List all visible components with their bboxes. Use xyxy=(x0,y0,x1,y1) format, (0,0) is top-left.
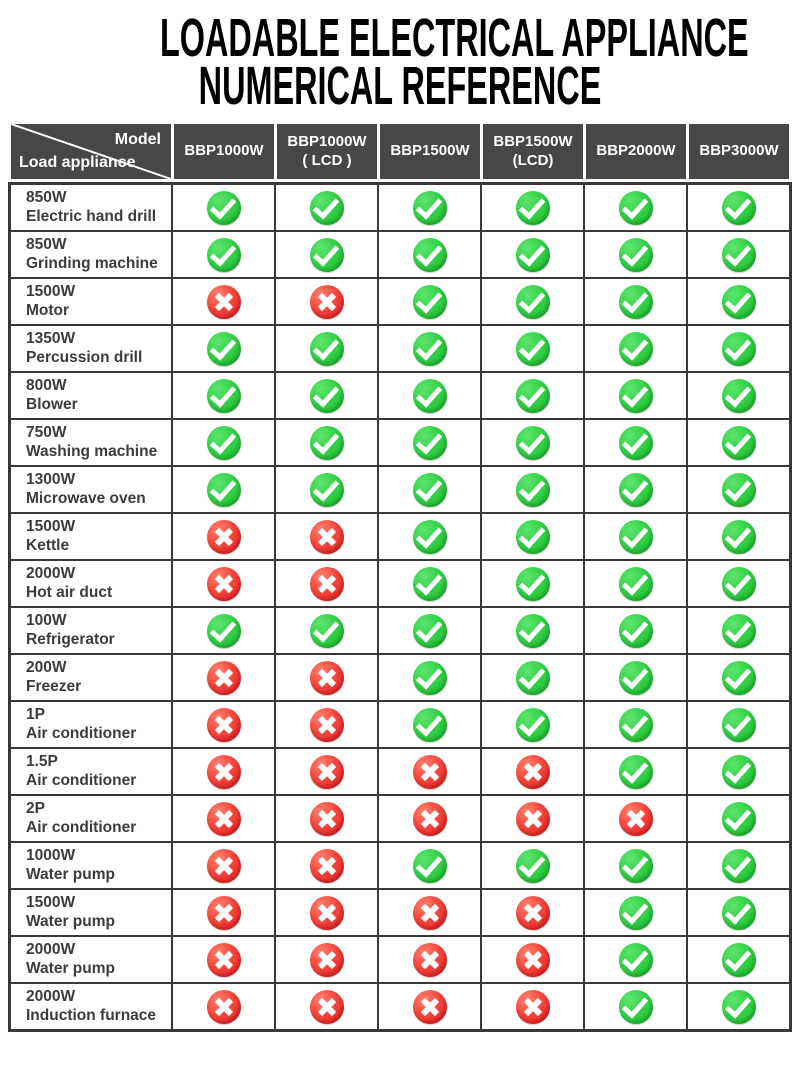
support-cell xyxy=(585,890,686,935)
check-icon xyxy=(207,238,241,272)
check-icon xyxy=(413,426,447,460)
title-line-1: LOADABLE ELECTRICAL APPLIANCE xyxy=(159,8,749,68)
cross-icon xyxy=(310,990,344,1024)
support-cell xyxy=(482,279,583,324)
check-icon xyxy=(207,473,241,507)
check-icon xyxy=(413,567,447,601)
cross-icon xyxy=(310,849,344,883)
row-label xyxy=(11,655,171,700)
appliance-power: 1500W xyxy=(26,518,76,536)
row-label xyxy=(11,937,171,982)
check-icon xyxy=(516,849,550,883)
support-cell xyxy=(173,655,274,700)
appliance-power: 850W xyxy=(26,189,67,207)
appliance-power: 1300W xyxy=(26,471,76,489)
appliance-name: Percussion drill xyxy=(26,349,143,366)
check-icon xyxy=(207,332,241,366)
support-cell xyxy=(688,279,789,324)
check-icon xyxy=(413,285,447,319)
check-icon xyxy=(310,614,344,648)
check-icon xyxy=(516,567,550,601)
cross-icon xyxy=(207,285,241,319)
support-cell xyxy=(379,561,480,606)
support-cell xyxy=(276,514,377,559)
appliance-power: 2P xyxy=(26,800,45,818)
row-label xyxy=(11,373,171,418)
check-icon xyxy=(619,943,653,977)
corner-model-label: Model xyxy=(114,131,161,148)
support-cell xyxy=(482,655,583,700)
check-icon xyxy=(310,379,344,413)
cross-icon xyxy=(207,661,241,695)
column-header-bbp3000w xyxy=(689,124,789,179)
cross-icon xyxy=(413,802,447,836)
support-cell xyxy=(173,467,274,512)
support-cell xyxy=(585,232,686,277)
cross-icon xyxy=(310,285,344,319)
check-icon xyxy=(207,379,241,413)
support-cell xyxy=(276,279,377,324)
support-cell xyxy=(173,843,274,888)
appliance-name: Induction furnace xyxy=(26,1007,157,1024)
check-icon xyxy=(722,379,756,413)
check-icon xyxy=(516,379,550,413)
cross-icon xyxy=(310,943,344,977)
appliance-power: 800W xyxy=(26,377,67,395)
check-icon xyxy=(722,990,756,1024)
check-icon xyxy=(619,426,653,460)
support-cell xyxy=(688,749,789,794)
support-cell xyxy=(173,420,274,465)
column-model-label: BBP1000W xyxy=(287,132,367,150)
check-icon xyxy=(207,614,241,648)
check-icon xyxy=(722,755,756,789)
check-icon xyxy=(722,332,756,366)
support-cell xyxy=(585,843,686,888)
support-cell xyxy=(173,984,274,1029)
check-icon xyxy=(722,520,756,554)
check-icon xyxy=(413,614,447,648)
cross-icon xyxy=(516,896,550,930)
support-cell xyxy=(173,185,274,230)
check-icon xyxy=(722,943,756,977)
check-icon xyxy=(619,379,653,413)
support-cell xyxy=(688,373,789,418)
support-cell xyxy=(482,232,583,277)
row-label xyxy=(11,326,171,371)
support-cell xyxy=(379,467,480,512)
check-icon xyxy=(619,661,653,695)
check-icon xyxy=(413,849,447,883)
support-cell xyxy=(688,420,789,465)
cross-icon xyxy=(207,849,241,883)
support-cell xyxy=(482,843,583,888)
appliance-name: Air conditioner xyxy=(26,819,137,836)
cross-icon xyxy=(310,661,344,695)
appliance-name: Motor xyxy=(26,302,70,319)
column-model-label: BBP1000W xyxy=(184,142,264,160)
support-cell xyxy=(173,749,274,794)
check-icon xyxy=(722,567,756,601)
support-cell xyxy=(276,843,377,888)
cross-icon xyxy=(516,755,550,789)
support-cell xyxy=(585,749,686,794)
check-icon xyxy=(516,426,550,460)
support-cell xyxy=(276,561,377,606)
check-icon xyxy=(207,191,241,225)
check-icon xyxy=(413,473,447,507)
support-cell xyxy=(379,279,480,324)
cross-icon xyxy=(310,567,344,601)
support-cell xyxy=(688,467,789,512)
appliance-name: Air conditioner xyxy=(26,725,137,742)
row-label xyxy=(11,890,171,935)
support-cell xyxy=(276,655,377,700)
check-icon xyxy=(619,473,653,507)
appliance-name: Air conditioner xyxy=(26,772,137,789)
support-cell xyxy=(585,561,686,606)
check-icon xyxy=(413,191,447,225)
page-title xyxy=(0,8,800,116)
cross-icon xyxy=(310,802,344,836)
support-cell xyxy=(688,984,789,1029)
cross-icon xyxy=(310,520,344,554)
support-cell xyxy=(688,514,789,559)
cross-icon xyxy=(619,802,653,836)
check-icon xyxy=(722,896,756,930)
support-cell xyxy=(688,843,789,888)
check-icon xyxy=(619,332,653,366)
column-header-bbp1000w xyxy=(174,124,274,179)
check-icon xyxy=(310,238,344,272)
cross-icon xyxy=(310,896,344,930)
row-label xyxy=(11,561,171,606)
support-cell xyxy=(688,326,789,371)
appliance-power: 1500W xyxy=(26,283,76,301)
support-cell xyxy=(688,561,789,606)
support-cell xyxy=(379,514,480,559)
cross-icon xyxy=(413,990,447,1024)
support-cell xyxy=(482,373,583,418)
check-icon xyxy=(619,285,653,319)
support-cell xyxy=(482,608,583,653)
support-cell xyxy=(276,185,377,230)
check-icon xyxy=(413,332,447,366)
corner-load-appliance-label: Load appliance xyxy=(19,154,136,171)
check-icon xyxy=(310,191,344,225)
appliance-name: Electric hand drill xyxy=(26,208,157,225)
appliance-name: Refrigerator xyxy=(26,631,115,648)
row-label xyxy=(11,608,171,653)
support-cell xyxy=(379,232,480,277)
support-cell xyxy=(379,608,480,653)
appliance-power: 1.5P xyxy=(26,753,58,771)
support-cell xyxy=(688,655,789,700)
support-cell xyxy=(276,702,377,747)
check-icon xyxy=(722,473,756,507)
cross-icon xyxy=(516,802,550,836)
appliance-power: 850W xyxy=(26,236,67,254)
check-icon xyxy=(516,520,550,554)
column-header-bbp2000w xyxy=(586,124,686,179)
appliance-power: 1P xyxy=(26,706,45,724)
support-cell xyxy=(173,373,274,418)
support-cell xyxy=(379,843,480,888)
check-icon xyxy=(413,520,447,554)
support-cell xyxy=(482,796,583,841)
check-icon xyxy=(413,238,447,272)
column-model-label: BBP2000W xyxy=(596,142,676,160)
support-cell xyxy=(585,185,686,230)
check-icon xyxy=(413,379,447,413)
support-cell xyxy=(482,185,583,230)
support-cell xyxy=(173,796,274,841)
check-icon xyxy=(516,473,550,507)
support-cell xyxy=(482,514,583,559)
support-cell xyxy=(482,984,583,1029)
support-cell xyxy=(173,514,274,559)
support-cell xyxy=(173,890,274,935)
compatibility-table xyxy=(8,124,792,1032)
check-icon xyxy=(619,191,653,225)
check-icon xyxy=(516,661,550,695)
appliance-name: Grinding machine xyxy=(26,255,158,272)
support-cell xyxy=(276,937,377,982)
check-icon xyxy=(722,191,756,225)
appliance-name: Hot air duct xyxy=(26,584,113,601)
support-cell xyxy=(276,890,377,935)
support-cell xyxy=(276,373,377,418)
support-cell xyxy=(482,749,583,794)
support-cell xyxy=(688,232,789,277)
support-cell xyxy=(585,984,686,1029)
support-cell xyxy=(688,185,789,230)
support-cell xyxy=(688,890,789,935)
support-cell xyxy=(482,467,583,512)
support-cell xyxy=(482,937,583,982)
support-cell xyxy=(173,702,274,747)
support-cell xyxy=(482,420,583,465)
support-cell xyxy=(276,984,377,1029)
check-icon xyxy=(619,755,653,789)
support-cell xyxy=(276,326,377,371)
support-cell xyxy=(585,937,686,982)
support-cell xyxy=(379,702,480,747)
table-body xyxy=(8,182,792,1032)
column-model-label: BBP1500W xyxy=(493,132,573,150)
support-cell xyxy=(173,326,274,371)
support-cell xyxy=(379,655,480,700)
check-icon xyxy=(722,661,756,695)
support-cell xyxy=(173,279,274,324)
appliance-name: Water pump xyxy=(26,866,115,883)
cross-icon xyxy=(413,943,447,977)
support-cell xyxy=(276,608,377,653)
support-cell xyxy=(276,796,377,841)
support-cell xyxy=(379,796,480,841)
row-label xyxy=(11,185,171,230)
cross-icon xyxy=(413,896,447,930)
appliance-power: 2000W xyxy=(26,988,76,1006)
check-icon xyxy=(619,708,653,742)
support-cell xyxy=(585,514,686,559)
check-icon xyxy=(722,426,756,460)
row-label xyxy=(11,232,171,277)
support-cell xyxy=(585,608,686,653)
row-label xyxy=(11,796,171,841)
row-label xyxy=(11,843,171,888)
row-label xyxy=(11,467,171,512)
cross-icon xyxy=(207,896,241,930)
row-label xyxy=(11,702,171,747)
support-cell xyxy=(276,749,377,794)
check-icon xyxy=(619,238,653,272)
column-header-bbp1000w-lcd xyxy=(277,124,377,179)
appliance-name: Water pump xyxy=(26,913,115,930)
appliance-name: Blower xyxy=(26,396,78,413)
check-icon xyxy=(516,332,550,366)
check-icon xyxy=(619,896,653,930)
check-icon xyxy=(619,849,653,883)
cross-icon xyxy=(207,990,241,1024)
check-icon xyxy=(516,614,550,648)
support-cell xyxy=(276,232,377,277)
check-icon xyxy=(207,426,241,460)
table-header-row xyxy=(8,124,792,179)
support-cell xyxy=(379,373,480,418)
column-model-label: BBP3000W xyxy=(699,142,779,160)
support-cell xyxy=(585,655,686,700)
row-label xyxy=(11,514,171,559)
column-model-sublabel: (LCD) xyxy=(512,151,554,169)
appliance-name: Microwave oven xyxy=(26,490,146,507)
check-icon xyxy=(619,520,653,554)
appliance-power: 1350W xyxy=(26,330,76,348)
check-icon xyxy=(413,708,447,742)
support-cell xyxy=(585,420,686,465)
support-cell xyxy=(379,937,480,982)
row-label xyxy=(11,984,171,1029)
support-cell xyxy=(482,326,583,371)
row-label xyxy=(11,749,171,794)
support-cell xyxy=(688,796,789,841)
check-icon xyxy=(516,285,550,319)
row-label xyxy=(11,279,171,324)
cross-icon xyxy=(310,755,344,789)
appliance-name: Kettle xyxy=(26,537,70,554)
column-header-bbp1500w xyxy=(380,124,480,179)
check-icon xyxy=(516,238,550,272)
check-icon xyxy=(310,473,344,507)
support-cell xyxy=(379,890,480,935)
support-cell xyxy=(585,326,686,371)
appliance-power: 100W xyxy=(26,612,67,630)
check-icon xyxy=(310,332,344,366)
support-cell xyxy=(585,796,686,841)
cross-icon xyxy=(207,943,241,977)
support-cell xyxy=(173,608,274,653)
cross-icon xyxy=(207,708,241,742)
appliance-power: 2000W xyxy=(26,565,76,583)
check-icon xyxy=(619,614,653,648)
cross-icon xyxy=(207,520,241,554)
cross-icon xyxy=(207,567,241,601)
check-icon xyxy=(413,661,447,695)
cross-icon xyxy=(413,755,447,789)
corner-cell xyxy=(11,124,171,179)
title-line-2: NUMERICAL REFERENCE xyxy=(198,56,602,116)
check-icon xyxy=(722,614,756,648)
support-cell xyxy=(379,326,480,371)
support-cell xyxy=(482,702,583,747)
support-cell xyxy=(379,185,480,230)
check-icon xyxy=(722,238,756,272)
support-cell xyxy=(482,890,583,935)
check-icon xyxy=(722,849,756,883)
support-cell xyxy=(379,420,480,465)
column-model-label: BBP1500W xyxy=(390,142,470,160)
support-cell xyxy=(173,937,274,982)
support-cell xyxy=(276,467,377,512)
check-icon xyxy=(722,802,756,836)
cross-icon xyxy=(310,708,344,742)
check-icon xyxy=(310,426,344,460)
column-header-bbp1500w-lcd xyxy=(483,124,583,179)
support-cell xyxy=(688,608,789,653)
column-model-sublabel: ( LCD ) xyxy=(302,151,352,169)
appliance-power: 200W xyxy=(26,659,67,677)
support-cell xyxy=(173,561,274,606)
appliance-power: 1000W xyxy=(26,847,76,865)
check-icon xyxy=(619,990,653,1024)
appliance-power: 750W xyxy=(26,424,67,442)
cross-icon xyxy=(207,802,241,836)
appliance-name: Freezer xyxy=(26,678,82,695)
cross-icon xyxy=(516,990,550,1024)
support-cell xyxy=(688,937,789,982)
check-icon xyxy=(516,191,550,225)
cross-icon xyxy=(516,943,550,977)
support-cell xyxy=(276,420,377,465)
check-icon xyxy=(722,708,756,742)
support-cell xyxy=(585,467,686,512)
support-cell xyxy=(379,984,480,1029)
cross-icon xyxy=(207,755,241,789)
check-icon xyxy=(516,708,550,742)
check-icon xyxy=(722,285,756,319)
support-cell xyxy=(585,702,686,747)
support-cell xyxy=(688,702,789,747)
appliance-name: Washing machine xyxy=(26,443,158,460)
support-cell xyxy=(585,279,686,324)
appliance-power: 1500W xyxy=(26,894,76,912)
appliance-name: Water pump xyxy=(26,960,115,977)
support-cell xyxy=(585,373,686,418)
row-label xyxy=(11,420,171,465)
support-cell xyxy=(379,749,480,794)
support-cell xyxy=(173,232,274,277)
check-icon xyxy=(619,567,653,601)
support-cell xyxy=(482,561,583,606)
appliance-power: 2000W xyxy=(26,941,76,959)
